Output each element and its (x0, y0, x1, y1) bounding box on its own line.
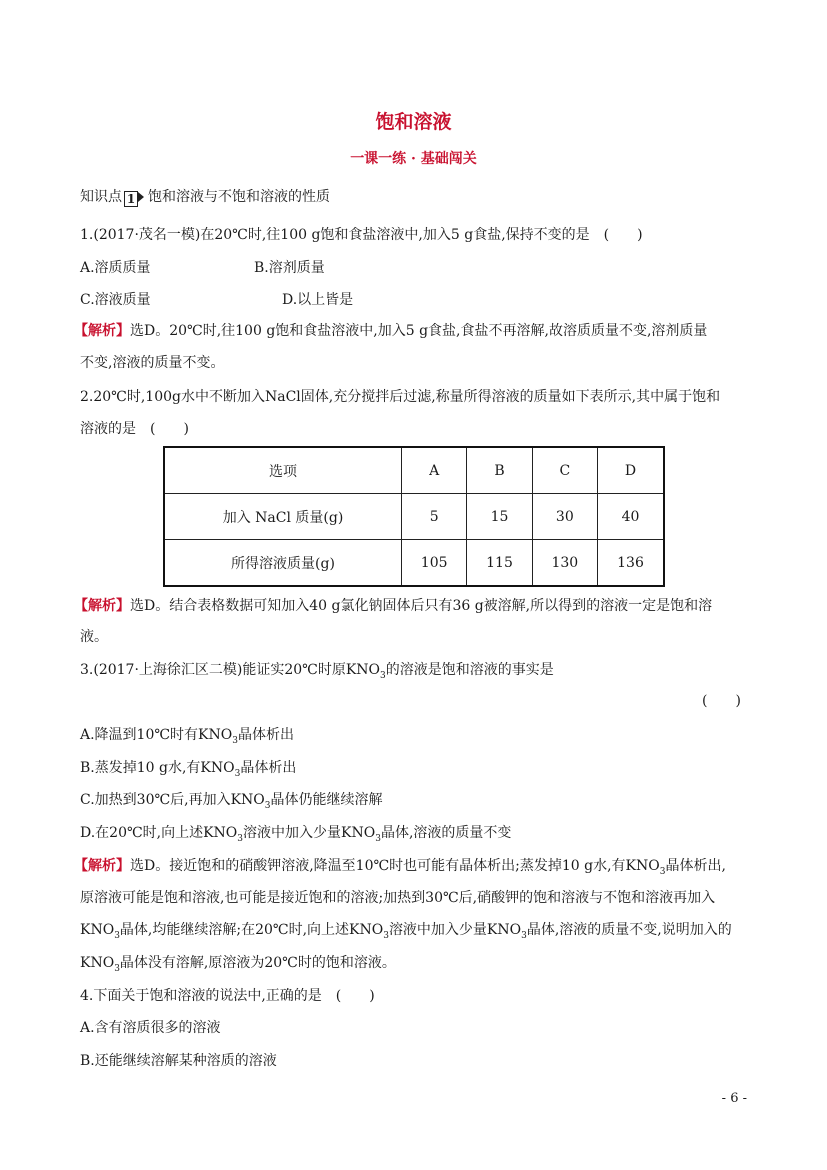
q3-analysis-label: 【解析】 (74, 858, 130, 874)
table-cell: D (597, 447, 664, 494)
q3-option-a: A.降温到10℃时有$KNO_3$晶体析出 (80, 727, 294, 746)
table-cell: B (467, 447, 532, 494)
table-cell: C (532, 447, 597, 494)
table-cell: A (402, 447, 467, 494)
q2-data-table (163, 446, 665, 587)
table-cell: 105 (402, 540, 467, 587)
table-row (164, 494, 664, 540)
table-cell: 115 (467, 540, 532, 587)
q2-analysis-line2: 液。 (80, 629, 108, 645)
q3-analysis-line1: 【解析】选D。接近饱和的硝酸钾溶液,降温至10℃时也可能有晶体析出;蒸发掉10 g水,有$KNO_3$晶体析出, (74, 858, 726, 877)
knowledge-point-heading (80, 188, 330, 207)
triangle-flag-icon (138, 192, 144, 202)
q4-stem: 4.下面关于饱和溶液的说法中,正确的是 ( ) (80, 988, 375, 1004)
q3-analysis-line4: $KNO_3$晶体没有溶解,原溶液为20℃时的饱和溶液。 (80, 955, 396, 974)
table-cell: 30 (532, 494, 597, 540)
table-row (164, 540, 664, 587)
table-cell: 加入 NaCl 质量(g) (164, 494, 402, 540)
knowledge-number-badge: 1 (124, 191, 138, 207)
table-cell: 40 (597, 494, 664, 540)
table-cell: 15 (467, 494, 532, 540)
q3-option-c: C.加热到30℃后,再加入$KNO_3$晶体仍能继续溶解 (80, 792, 383, 811)
page-subtitle: 一课一练 · 基础闯关 (350, 151, 477, 167)
q3-answer-bracket: ( ) (702, 693, 741, 709)
table-cell: 130 (532, 540, 597, 587)
q3-option-b: B.蒸发掉10 g水,有$KNO_3$晶体析出 (80, 760, 297, 779)
q1-option-d: D.以上皆是 (282, 292, 354, 308)
table-cell: 选项 (164, 447, 402, 494)
knowledge-prefix: 知识点 (80, 189, 122, 205)
page-number: - 6 - (721, 1091, 747, 1106)
q2-stem-line1: 2.20℃时,100g水中不断加入NaCl固体,充分搅拌后过滤,称量所得溶液的质量如下表所示,其中属于饱和 (80, 389, 721, 405)
q1-option-c: C.溶液质量 (80, 292, 151, 308)
q1-stem: 1.(2017·茂名一模)在20℃时,往100 g饱和食盐溶液中,加入5 g食盐,保持不变的是 ( ) (80, 227, 643, 243)
q3-analysis-line3: $KNO_3$晶体,均能继续溶解;在20℃时,向上述$KNO_3$溶液中加入少量$KNO_3$晶体,溶液的质量不变,说明加入的 (80, 922, 732, 941)
q1-analysis-line1: 【解析】选D。20℃时,往100 g饱和食盐溶液中,加入5 g食盐,食盐不再溶解,故溶质质量不变,溶剂质量 (74, 323, 708, 339)
q3-option-d: D.在20℃时,向上述$KNO_3$溶液中加入少量$KNO_3$晶体,溶液的质量不变 (80, 825, 512, 844)
q4-option-b: B.还能继续溶解某种溶质的溶液 (80, 1053, 277, 1069)
q1-analysis-line2: 不变,溶液的质量不变。 (80, 355, 225, 371)
q2-stem-line2: 溶液的是 ( ) (80, 421, 189, 437)
q2-analysis-label: 【解析】 (74, 598, 130, 614)
q3-stem: 3.(2017·上海徐汇区二模)能证实20℃时原$KNO_3$的溶液是饱和溶液的事实是 (80, 662, 554, 681)
q1-option-a: A.溶质质量 (80, 260, 151, 276)
q4-option-a: A.含有溶质很多的溶液 (80, 1020, 221, 1036)
knowledge-text: 饱和溶液与不饱和溶液的性质 (148, 189, 330, 205)
table-header-row (164, 447, 664, 494)
q2-analysis-line1: 【解析】选D。结合表格数据可知加入40 g氯化钠固体后只有36 g被溶解,所以得到的溶液一定是饱和溶 (74, 598, 713, 614)
q1-analysis-label: 【解析】 (74, 323, 130, 339)
q3-analysis-line2: 原溶液可能是饱和溶液,也可能是接近饱和的溶液;加热到30℃后,硝酸钾的饱和溶液与不饱和溶液再加入 (80, 890, 716, 906)
q1-option-b: B.溶剂质量 (254, 260, 325, 276)
table-cell: 136 (597, 540, 664, 587)
table-cell: 5 (402, 494, 467, 540)
page-title: 饱和溶液 (375, 111, 452, 133)
table-cell: 所得溶液质量(g) (164, 540, 402, 587)
